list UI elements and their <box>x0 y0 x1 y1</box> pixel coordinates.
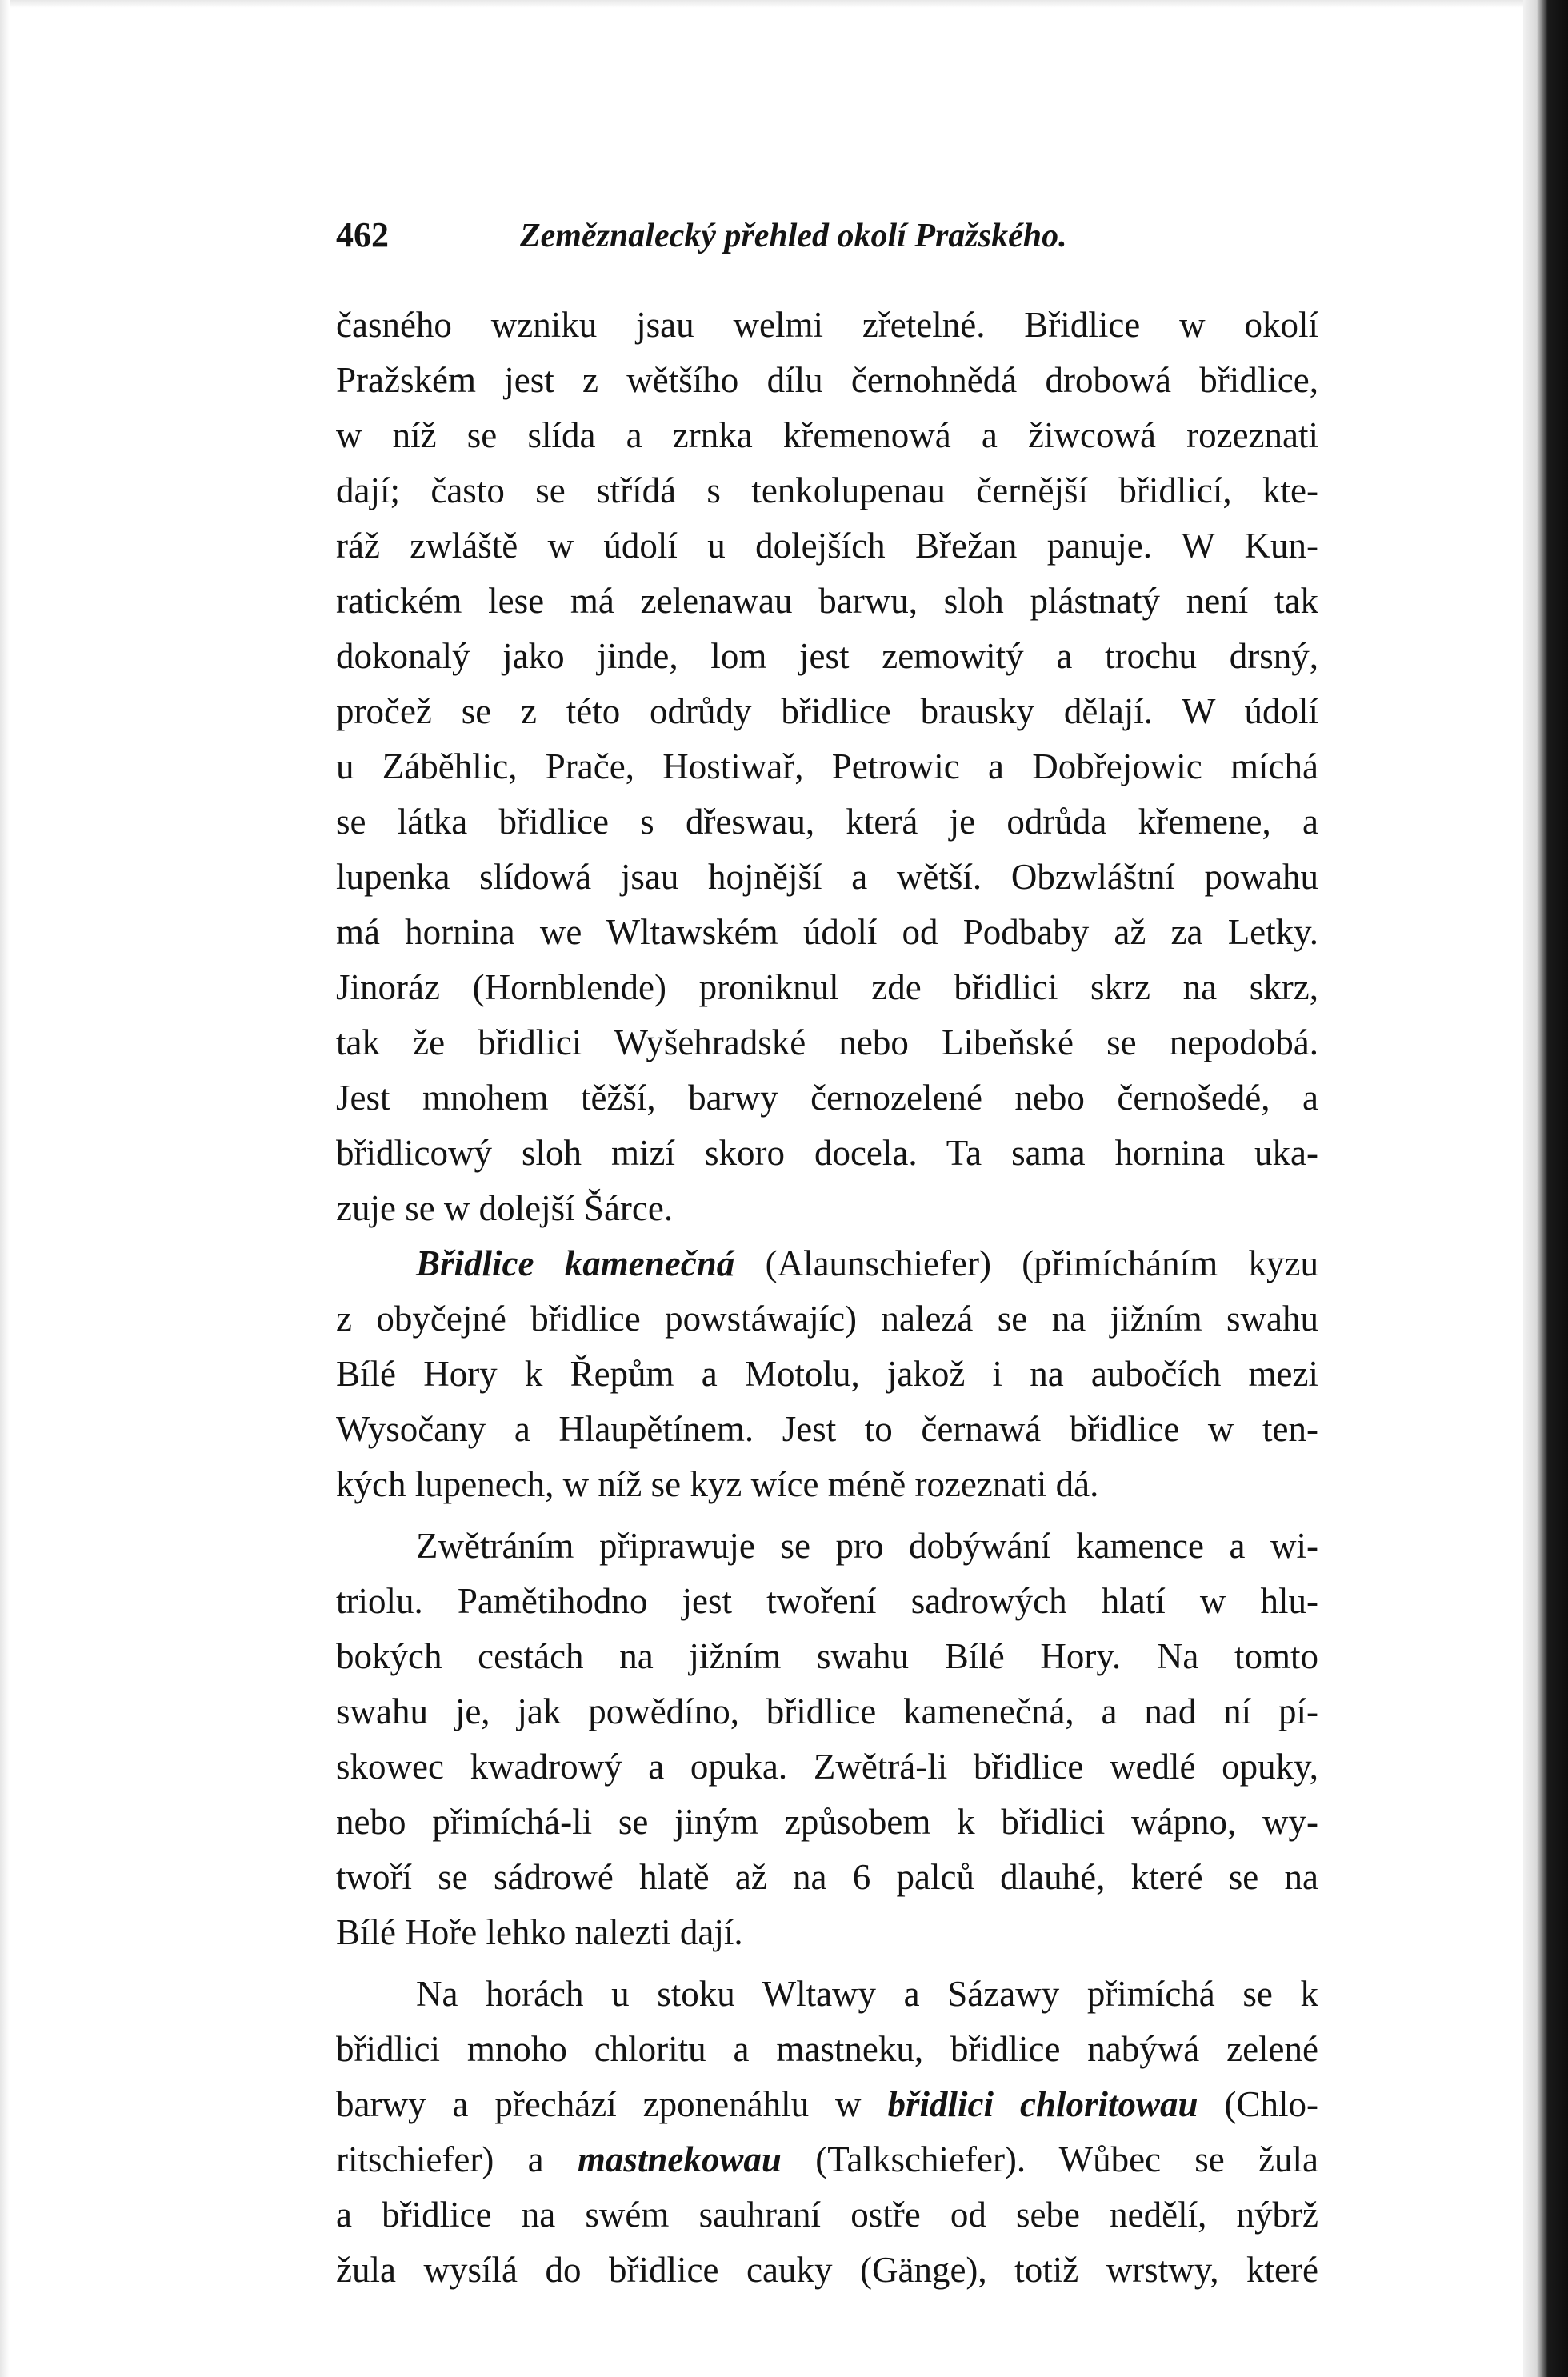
text-line: twoří se sádrowé hlatě až na 6 palců dlauhé, které se na <box>336 1857 1318 1897</box>
text-line: Zwětráním připrawuje se pro dobýwání kamence a wi- <box>416 1526 1318 1566</box>
text-line: Jest mnohem těžší, barwy černozelené nebo černošedé, a <box>336 1078 1318 1118</box>
text-line: Břidlice kamenečná (Alaunschiefer) (přimícháním kyzu <box>416 1243 1318 1283</box>
scan-left-shadow <box>0 0 10 2377</box>
text-line: dokonalý jako jinde, lom jest zemowitý a trochu drsný, <box>336 636 1318 676</box>
text-line: Bílé Hory k Řepům a Motolu, jakož i na aubočích mezi <box>336 1354 1318 1394</box>
text-line: se látka břidlice s dřeswau, která je odrůda křemene, a <box>336 802 1318 842</box>
scan-right-edge <box>1523 0 1568 2377</box>
text-line: barwy a přechází zponenáhlu w břidlici chloritowau (Chlo- <box>336 2084 1318 2124</box>
running-title: Zeměznalecký přehled okolí Pražského. <box>520 218 1067 254</box>
text-line: ráž zwláště w údolí u dolejších Břežan panuje. W Kun- <box>336 526 1318 566</box>
text-line: skowec kwadrowý a opuka. Zwětrá-li břidlice wedlé opuky, <box>336 1747 1318 1787</box>
text-line: swahu je, jak powědíno, břidlice kamenečná, a nad ní pí- <box>336 1691 1318 1731</box>
text-line: lupenka slídowá jsau hojnější a wětší. Obzwláštní powahu <box>336 857 1318 897</box>
text-line: kých lupenech, w níž se kyz wíce méně rozeznati dá. <box>336 1464 1099 1504</box>
text-line: nebo přimíchá-li se jiným způsobem k břidlici wápno, wy- <box>336 1802 1318 1842</box>
text-line: triolu. Pamětihodno jest twoření sadrowých hlatí w hlu- <box>336 1581 1318 1621</box>
page-header <box>336 214 1318 262</box>
text-line: ritschiefer) a mastnekowau (Talkschiefer). Wůbec se žula <box>336 2139 1318 2179</box>
text-line: žula wysílá do břidlice cauky (Gänge), totiž wrstwy, které <box>336 2250 1318 2290</box>
term-italic: mastnekowau <box>577 2139 782 2179</box>
paragraph-gap <box>336 1960 1318 1967</box>
text-line: Bílé Hoře lehko nalezti dají. <box>336 1912 743 1952</box>
scan-top-shadow <box>0 0 1523 8</box>
text-line: z obyčejné břidlice powstáwajíc) nalezá se na jižním swahu <box>336 1299 1318 1339</box>
text-line: pročež se z této odrůdy břidlice brausky dělají. W údolí <box>336 691 1318 731</box>
text-line: Jinoráz (Hornblende) proniknul zde břidlici skrz na skrz, <box>336 967 1318 1007</box>
text-line: dají; často se střídá s tenkolupenau černější břidlicí, kte- <box>336 470 1318 510</box>
text-line: w níž se slída a zrnka křemenowá a žiwcowá rozeznati <box>336 415 1318 455</box>
text-line: Wysočany a Hlaupětínem. Jest to černawá břidlice w ten- <box>336 1409 1318 1449</box>
book-page <box>336 214 1318 2298</box>
body-text <box>336 298 1318 2298</box>
page-number: 462 <box>336 215 389 254</box>
text-line: má hornina we Wltawském údolí od Podbaby až za Letky. <box>336 912 1318 952</box>
text-line: Pražském jest z wětšího dílu černohnědá drobowá břidlice, <box>336 360 1318 400</box>
text-line: časného wzniku jsau welmi zřetelné. Břidlice w okolí <box>336 305 1318 345</box>
term-italic: Břidlice kamenečná <box>416 1243 735 1283</box>
text-line: břidlicowý sloh mizí skoro docela. Ta sama hornina uka- <box>336 1133 1318 1173</box>
text-line: u Záběhlic, Prače, Hostiwař, Petrowic a Dobřejowic míchá <box>336 746 1318 786</box>
text-line: a břidlice na swém sauhraní ostře od sebe nedělí, nýbrž <box>336 2195 1318 2235</box>
paragraph-gap <box>336 1512 1318 1519</box>
text-line: zuje se w dolejší Šárce. <box>336 1188 674 1228</box>
text-line: Na horách u stoku Wltawy a Sázawy přimíchá se k <box>416 1974 1318 2014</box>
term-italic: břidlici chloritowau <box>887 2084 1198 2124</box>
text-line: tak že břidlici Wyšehradské nebo Libeňské se nepodobá. <box>336 1022 1318 1062</box>
text-line: břidlici mnoho chloritu a mastneku, břidlice nabýwá zelené <box>336 2029 1318 2069</box>
text-line: ratickém lese má zelenawau barwu, sloh plástnatý není tak <box>336 581 1318 621</box>
text-line: bokých cestách na jižním swahu Bílé Hory. Na tomto <box>336 1636 1318 1676</box>
